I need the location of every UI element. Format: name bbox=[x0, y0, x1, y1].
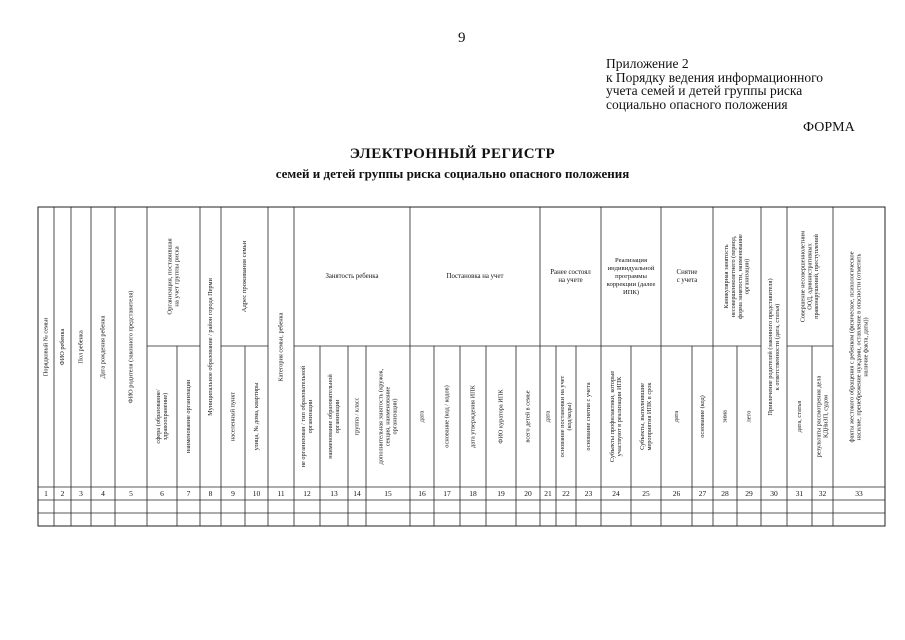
column-number: 3 bbox=[79, 489, 83, 499]
column-number: 9 bbox=[231, 489, 235, 499]
column-header-5: ФИО родителя (законного представителя) bbox=[127, 290, 135, 404]
group-header-offenses: Совершение несовершеннолетним bbox=[799, 230, 807, 323]
column-header-16: дата bbox=[418, 410, 426, 423]
column-header-25: мероприятия ИПК в срок bbox=[645, 382, 653, 451]
column-header-20: всего детей в семье bbox=[524, 390, 532, 443]
column-header-1: Порядковый № семьи bbox=[42, 317, 50, 377]
column-header-6: здравоохранение) bbox=[161, 392, 169, 441]
column-header-23: основание снятия с учета bbox=[584, 382, 592, 451]
column-header-33: факты жестокого обращения с ребенком (физическое, психологическое bbox=[848, 251, 856, 443]
group-header-vacation: Каникулярная занятость bbox=[723, 244, 731, 309]
group-header-offenses: правонарушений, преступлений bbox=[813, 234, 821, 319]
column-header-25: Субъекты, выполнившие bbox=[638, 383, 646, 450]
column-header-8: Муниципальное образование / район города Перми bbox=[206, 278, 214, 416]
group-header-ipk: ИПК) bbox=[622, 288, 640, 296]
column-header-7: наименование организации bbox=[184, 379, 192, 454]
group-header-offenses: ООД, административных bbox=[806, 243, 814, 310]
group-header-ipk: коррекции (далее bbox=[606, 280, 656, 288]
column-header-27: основание (код) bbox=[698, 395, 706, 438]
group-header-vacation: организации) bbox=[743, 258, 751, 295]
column-number: 33 bbox=[855, 489, 863, 499]
group-header-org: на учет группы риска bbox=[173, 246, 181, 307]
column-number: 32 bbox=[818, 489, 827, 499]
column-header-22: основание постановки на учет bbox=[558, 375, 566, 458]
column-header-32: КДНиЗП, судом bbox=[822, 395, 830, 438]
column-number: 18 bbox=[469, 489, 477, 499]
group-header-vacation: несовершеннолетнего (период, bbox=[730, 235, 738, 318]
column-number: 26 bbox=[672, 489, 681, 499]
column-header-30: к ответственности (дата, статья) bbox=[773, 303, 781, 391]
column-header-18: дата утверждения ИПК bbox=[469, 385, 477, 448]
appendix-line: к Порядку ведения информационного bbox=[606, 69, 824, 85]
column-number: 5 bbox=[129, 489, 133, 499]
column-header-33: наличие факта, даты)) bbox=[862, 317, 870, 377]
column-header-22: (код/коды) bbox=[565, 402, 573, 431]
page-title: ЭЛЕКТРОННЫЙ РЕГИСТР bbox=[349, 146, 556, 162]
column-number: 22 bbox=[562, 489, 570, 499]
group-header-employment: Занятость ребенка bbox=[325, 273, 379, 281]
column-number: 2 bbox=[60, 489, 65, 499]
column-header-26: дата bbox=[672, 410, 680, 423]
group-header-vacation: форма занятости, наименование bbox=[736, 234, 744, 319]
column-header-12: не организован / тип образовательной bbox=[299, 365, 307, 468]
group-header-registration: Постановка на учет bbox=[446, 273, 504, 281]
column-number: 13 bbox=[330, 489, 338, 499]
column-number: 27 bbox=[698, 489, 707, 499]
column-number: 29 bbox=[745, 489, 753, 499]
group-header-removal: с учета bbox=[676, 277, 698, 285]
appendix-line: учета семей и детей группы риска bbox=[606, 83, 803, 98]
column-number: 31 bbox=[795, 489, 804, 499]
appendix-line: социально опасного положения bbox=[606, 96, 788, 112]
column-header-21: дата bbox=[544, 410, 552, 423]
column-number: 19 bbox=[497, 489, 505, 499]
column-header-33: насилие, пренебрежение нуждами, оставление в опасности (отметить bbox=[855, 253, 863, 441]
column-header-11: Категория семьи, ребенка bbox=[277, 312, 285, 382]
group-header-org: Организация, поставившая bbox=[166, 238, 174, 315]
column-header-31: дата, статья bbox=[795, 400, 803, 433]
page-subtitle: семей и детей группы риска социально опасного положения bbox=[275, 166, 630, 181]
appendix-line: Приложение 2 bbox=[606, 56, 689, 71]
column-number: 12 bbox=[303, 489, 311, 499]
column-header-32: результаты рассмотрения дела bbox=[815, 375, 823, 458]
group-header-removal: Снятие bbox=[676, 268, 698, 276]
group-header-ipk: Реализация bbox=[614, 257, 648, 265]
column-header-13: организации bbox=[333, 399, 341, 434]
column-number: 17 bbox=[443, 489, 451, 499]
column-header-29: лето bbox=[745, 410, 753, 423]
column-header-13: наименование образовательной bbox=[326, 374, 334, 459]
column-number: 21 bbox=[544, 489, 552, 499]
column-number: 14 bbox=[353, 489, 361, 499]
group-header-previous: на учете bbox=[558, 277, 583, 285]
column-header-15: организации) bbox=[391, 398, 399, 435]
column-number: 24 bbox=[612, 489, 620, 499]
column-number: 16 bbox=[418, 489, 426, 499]
column-header-2: ФИО ребенка bbox=[58, 328, 66, 366]
column-number: 25 bbox=[642, 489, 650, 499]
column-number: 23 bbox=[584, 489, 593, 499]
column-header-12: организации bbox=[306, 399, 314, 434]
column-number: 15 bbox=[384, 489, 392, 499]
column-number: 8 bbox=[208, 489, 213, 499]
column-header-10: улица, № дома, квартиры bbox=[252, 382, 260, 451]
column-header-3: Пол ребенка bbox=[77, 330, 85, 364]
column-header-6: сфера (образование/ bbox=[154, 389, 162, 444]
column-header-4: Дата рождения ребенка bbox=[99, 315, 107, 379]
column-header-15: секция, наименование bbox=[384, 386, 392, 447]
group-header-ipk: программы bbox=[615, 273, 647, 281]
column-header-24: участвуют в реализации ИПК bbox=[615, 376, 623, 457]
column-number: 7 bbox=[186, 489, 191, 499]
column-header-15: дополнительная занятость (кружок, bbox=[377, 368, 385, 465]
group-header-previous: Ранее состоял bbox=[550, 268, 591, 276]
group-header-address: Адрес проживания семьи bbox=[241, 240, 249, 313]
table-frame bbox=[38, 207, 885, 526]
column-header-17: основание (код / кодов) bbox=[443, 385, 451, 448]
column-header-19: ФИО куратора ИПК bbox=[497, 389, 505, 444]
column-header-14: группа / класс bbox=[353, 397, 361, 436]
column-header-30: Привлечение родителей (законного представителя) bbox=[766, 278, 774, 416]
column-header-28: зима bbox=[721, 410, 729, 423]
column-number: 6 bbox=[160, 489, 164, 499]
column-header-24: Субъекты профилактики, которые bbox=[608, 370, 616, 463]
group-header-ipk: индивидуальной bbox=[607, 265, 655, 273]
column-number: 4 bbox=[101, 489, 105, 499]
column-number: 10 bbox=[252, 489, 261, 499]
column-header-9: населенный пункт bbox=[229, 391, 237, 442]
column-number: 30 bbox=[770, 489, 778, 499]
column-number: 11 bbox=[277, 489, 285, 499]
column-number: 28 bbox=[721, 489, 729, 499]
page-number: 9 bbox=[458, 30, 466, 46]
column-number: 20 bbox=[524, 489, 532, 499]
form-label: ФОРМА bbox=[803, 120, 855, 135]
column-number: 1 bbox=[44, 489, 48, 499]
